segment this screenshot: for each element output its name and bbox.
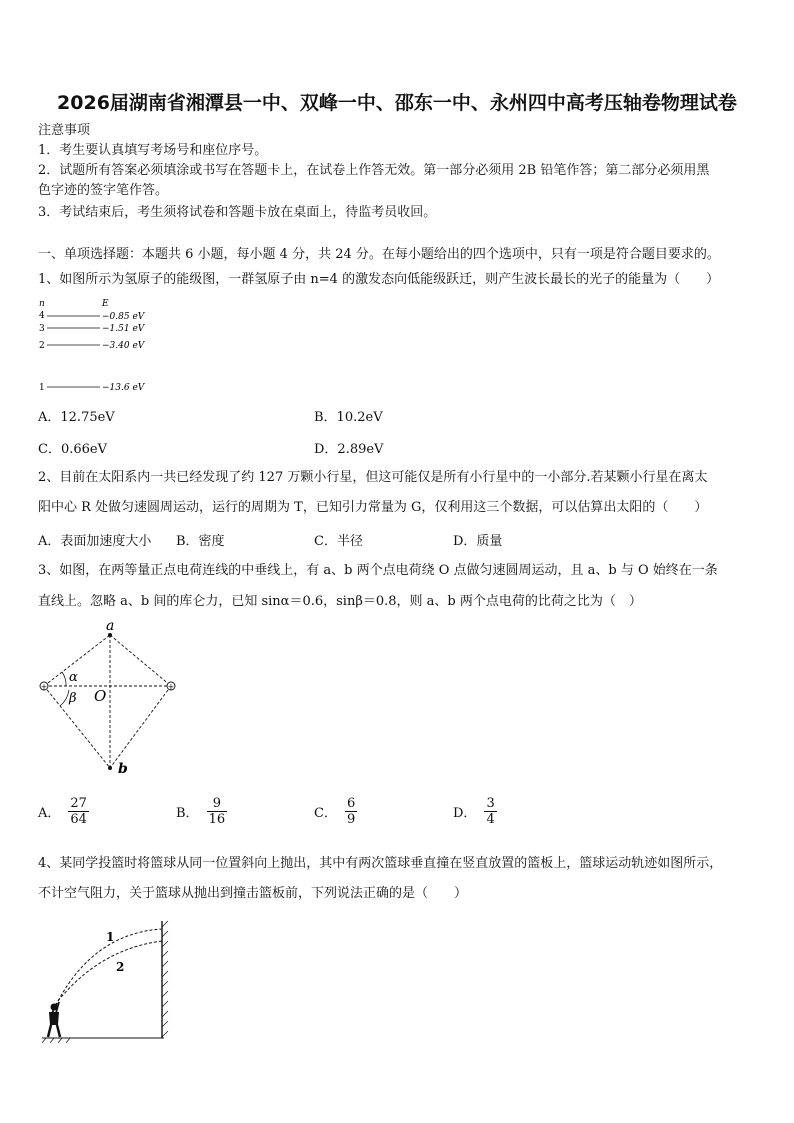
denominator: 64: [70, 812, 87, 827]
axis-label-n: n: [39, 299, 45, 309]
fraction: [484, 796, 496, 827]
option-a[interactable]: [38, 796, 89, 827]
plus-sign: +: [40, 682, 48, 692]
question-3-line: 直线上。忽略 a、b 间的库仑力，已知 sinα＝0.6，sinβ＝0.8，则 a、b 两个点电荷的比荷之比为（ ）: [38, 594, 642, 609]
option-d[interactable]: D．质量: [453, 534, 503, 549]
angle-arc: [60, 690, 69, 706]
option-d[interactable]: [453, 796, 497, 827]
denominator: 4: [486, 812, 495, 827]
label-o: O: [94, 687, 107, 705]
axis-label-e: E: [102, 299, 109, 309]
dashed-line: [110, 635, 171, 686]
option-b[interactable]: [176, 796, 227, 827]
option-c[interactable]: C．0.66eV: [38, 442, 107, 457]
question-2-line: 2、目前在太阳系内一共已经发现了约 127 万颗小行星，但这可能仅是所有小行星中的一小部分.若某颗小行星在离太: [38, 470, 708, 485]
trajectory-label-1: 1: [106, 930, 115, 944]
basketball-diagram: [40, 915, 180, 1045]
level-energy: −3.40 eV: [102, 341, 145, 351]
label-beta: β: [69, 691, 77, 706]
numerator: 6: [346, 796, 356, 811]
section-heading: 一、单项选择题：本题共 6 小题，每小题 4 分，共 24 分。在每小题给出的四个选项中，只有一项是符合题目要求的。: [38, 247, 720, 262]
ground-hatching: [42, 1038, 70, 1043]
level-n: 2: [39, 341, 45, 351]
question-1-stem: 1、如图所示为氢原子的能级图，一群氢原子由 n=4 的激发态向低能级跃迁，则产生波长最长的光子的能量为（ ）: [38, 272, 720, 287]
label-b: b: [118, 761, 128, 776]
plus-sign: +: [167, 682, 175, 692]
option-a[interactable]: A．12.75eV: [38, 410, 115, 425]
fraction: [345, 796, 357, 827]
numerator: 9: [207, 796, 228, 812]
question-4-line: 不计空气阻力，关于篮球从抛出到撞击篮板前，下列说法正确的是（ ）: [38, 886, 468, 901]
option-label: D．: [453, 806, 477, 821]
fraction: [68, 796, 89, 827]
angle-arc: [62, 672, 66, 686]
denominator: 9: [346, 812, 356, 827]
notice-item: 3．考试结束后，考生须将试卷和答题卡放在桌面上，待监考员收回。: [38, 205, 437, 220]
notice-item: 色字迹的签字笔作答。: [38, 183, 169, 198]
option-b[interactable]: B．10.2eV: [314, 410, 383, 425]
dashed-line: [110, 686, 171, 768]
fraction: [207, 796, 228, 827]
level-n: 4: [39, 311, 45, 321]
numerator: 27: [70, 796, 87, 811]
notice-item: 1．考生要认真填写考场号和座位序号。: [38, 143, 268, 158]
page-title: 2026届湖南省湘潭县一中、双峰一中、邵东一中、永州四中高考压轴卷物理试卷: [57, 92, 737, 114]
level-n: 1: [39, 383, 45, 393]
level-energy: −0.85 eV: [102, 312, 145, 322]
option-label: B．: [176, 806, 199, 821]
trajectory-label-2: 2: [116, 960, 125, 974]
option-a[interactable]: A．表面加速度大小: [38, 534, 152, 549]
level-energy: −1.51 eV: [102, 324, 145, 334]
level-n: 3: [39, 324, 45, 334]
charge-diagram: [34, 618, 184, 776]
trajectory-2: [58, 941, 162, 1001]
energy-level-diagram: [34, 294, 164, 394]
notice-heading: 注意事项: [38, 123, 91, 138]
question-4-line: 4、某同学投篮时将篮球从同一位置斜向上抛出，其中有两次篮球垂直撞在竖直放置的篮板上，篮球运动轨迹如图所示，: [38, 856, 723, 871]
denominator: 16: [208, 812, 226, 827]
level-energy: −13.6 eV: [102, 383, 145, 393]
notice-item: 2．试题所有答案必须填涂或书写在答题卡上，在试卷上作答无效。第一部分必须用 2B 铅笔作答；第二部分必须用黑: [38, 163, 710, 178]
option-label: A．: [38, 806, 61, 821]
option-b[interactable]: B．密度: [176, 534, 225, 549]
numerator: 3: [486, 796, 495, 811]
question-2-line: 阳中心 R 处做匀速圆周运动，运行的周期为 T，已知引力常量为 G，仅利用这三个数据，可以估算出太阳的（ ）: [38, 500, 708, 515]
option-d[interactable]: D．2.89eV: [314, 442, 384, 457]
question-3-line: 3、如图，在两等量正点电荷连线的中垂线上，有 a、b 两个点电荷绕 O 点做匀速圆周运动，且 a、b 与 O 始终在一条: [38, 563, 718, 578]
option-c[interactable]: [314, 796, 357, 827]
wall-hatching: [162, 921, 168, 1037]
point-b-dot: [108, 766, 112, 770]
option-label: C．: [314, 806, 337, 821]
player-icon: [48, 1002, 60, 1037]
option-c[interactable]: C．半径: [314, 534, 363, 549]
label-alpha: α: [69, 670, 78, 685]
label-a: a: [106, 618, 115, 634]
